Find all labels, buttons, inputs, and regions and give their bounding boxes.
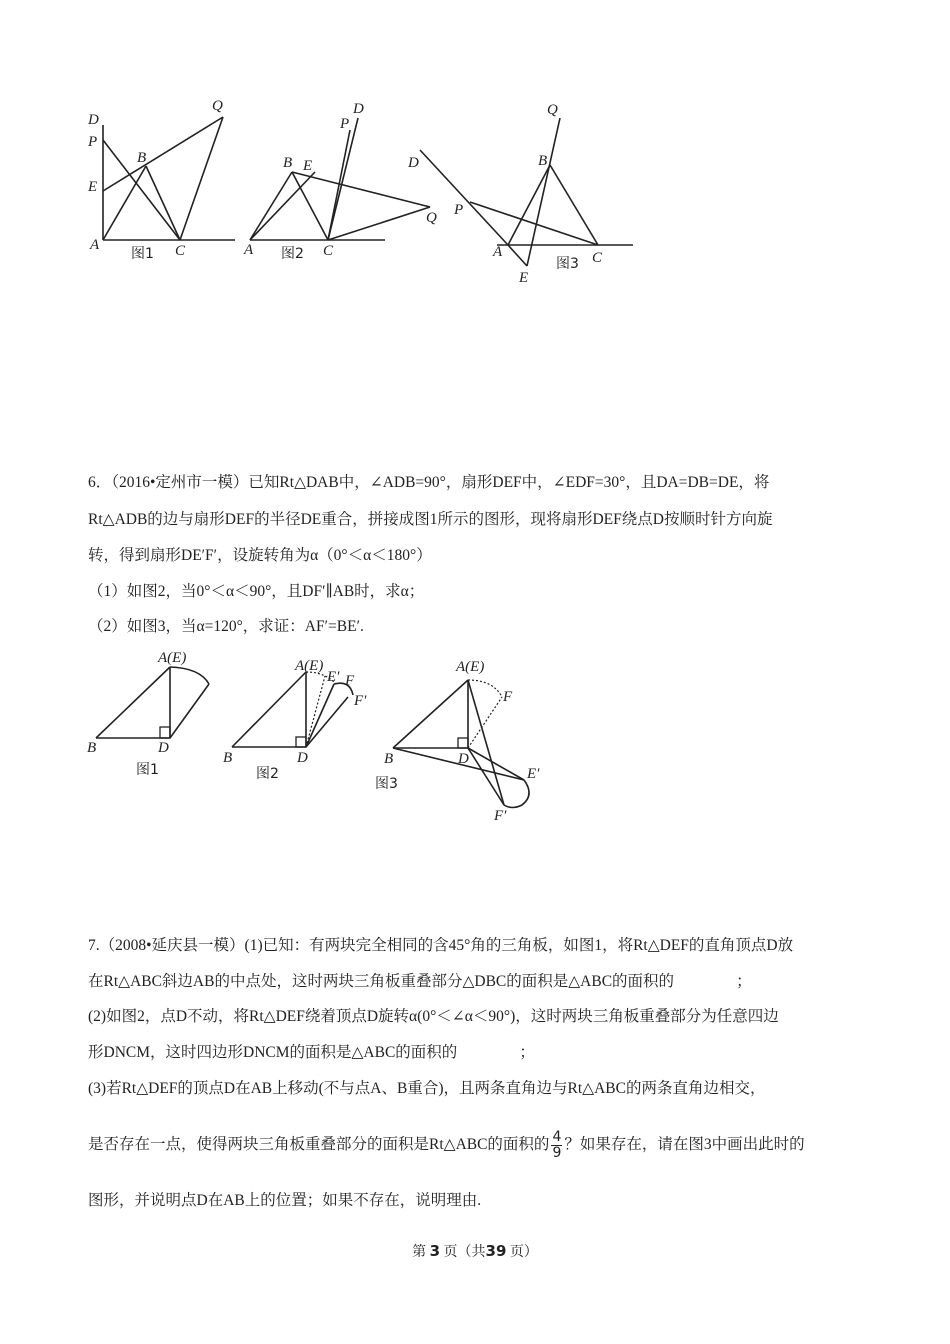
q6-fig2-label-E2: E′ bbox=[327, 669, 340, 685]
fig1-label-P: P bbox=[88, 134, 98, 150]
q6-fig3-label-F2: F′ bbox=[494, 808, 507, 824]
fig1-label-Q: Q bbox=[212, 98, 223, 114]
page-footer bbox=[0, 1241, 950, 1261]
footer-middle: 页（共 bbox=[443, 1245, 486, 1260]
fig2-caption: 图2 bbox=[281, 246, 304, 262]
footer-page-number: 3 bbox=[429, 1242, 441, 1260]
q6-fig3-label-AE: A(E) bbox=[456, 659, 485, 675]
q7-line-6 bbox=[88, 1130, 888, 1161]
fig3-label-E: E bbox=[519, 270, 529, 286]
q7-line-4 bbox=[88, 1042, 888, 1064]
q7-line-1: 7.（2008•延庆县一模）(1)已知：有两块完全相同的含45°角的三角板，如图1，将Rt△DEF的直角顶点D放 bbox=[88, 937, 794, 954]
q7-line-4-end: ； bbox=[519, 1044, 535, 1061]
q6-line-1: 6．（2016•定州市一模）已知Rt△DAB中，∠ADB=90°，扇形DEF中，∠EDF=30°，且DA=DB=DE，将 bbox=[88, 474, 770, 491]
fig3-label-B: B bbox=[538, 153, 548, 169]
q6-figure-3 bbox=[370, 650, 560, 825]
q6-fig2-label-B: B bbox=[223, 750, 233, 766]
q7-line-4-text: 形DNCM，这时四边形DNCM的面积是△ABC的面积的 bbox=[88, 1044, 458, 1061]
fraction-denominator: 9 bbox=[552, 1145, 562, 1161]
fig1-label-E: E bbox=[88, 179, 98, 195]
fig1-label-D: D bbox=[88, 112, 99, 128]
q6-fig1-label-D: D bbox=[158, 740, 169, 756]
q6-fig1-label-AE: A(E) bbox=[158, 650, 187, 666]
q7-line-5: (3)若Rt△DEF的顶点D在AB上移动(不与点A、B重合)，且两条直角边与Rt△ABC的两条直角边相交， bbox=[88, 1080, 766, 1097]
fig3-caption: 图3 bbox=[556, 256, 579, 272]
q6-part-2: （2）如图3，当α=120°，求证：AF′=BE′. bbox=[88, 618, 364, 635]
q6-part-1: （1）如图2，当0°＜α＜90°，且DF′∥AB时，求α； bbox=[88, 583, 425, 600]
fig2-label-P: P bbox=[340, 116, 350, 132]
fig2-label-C: C bbox=[323, 243, 334, 259]
q6-line-2: Rt△ADB的边与扇形DEF的半径DE重合，拼接成图1所示的图形，现将扇形DEF绕点D按顺时针方向旋 bbox=[88, 511, 773, 528]
fig2-label-D: D bbox=[353, 101, 364, 117]
four-ninths-fraction bbox=[551, 1130, 562, 1161]
q6-figure-2 bbox=[215, 650, 385, 785]
q6-figure-1 bbox=[80, 645, 220, 785]
q5-figure-1 bbox=[80, 95, 250, 265]
q6-fig3-label-B: B bbox=[384, 751, 394, 767]
fig2-label-A: A bbox=[244, 242, 254, 258]
fig3-label-C: C bbox=[592, 250, 603, 266]
footer-total-pages: 39 bbox=[485, 1242, 507, 1260]
q7-line-2-end: ； bbox=[736, 973, 752, 990]
q6-fig3-label-D: D bbox=[458, 751, 469, 767]
fig2-label-B: B bbox=[283, 155, 293, 171]
fig2-label-E: E bbox=[303, 158, 313, 174]
q6-fig2-label-F: F bbox=[345, 673, 355, 689]
q6-line-3: 转，得到扇形DE′F′，设旋转角为α（0°＜α＜180°） bbox=[88, 547, 432, 564]
fig1-label-B: B bbox=[137, 150, 147, 166]
fig3-label-A: A bbox=[493, 244, 503, 260]
footer-prefix: 第 bbox=[412, 1245, 427, 1260]
q7-line-2 bbox=[88, 971, 888, 993]
q6-fig3-caption: 图3 bbox=[375, 776, 398, 792]
fraction-numerator: 4 bbox=[552, 1129, 562, 1145]
q6-fig2-caption: 图2 bbox=[256, 766, 279, 782]
q6-fig3-label-F: F bbox=[503, 689, 513, 705]
q6-fig2-label-F2: F′ bbox=[354, 693, 367, 709]
fig1-label-A: A bbox=[90, 237, 100, 253]
q6-fig3-label-E2: E′ bbox=[527, 766, 540, 782]
q5-figure-3 bbox=[400, 95, 640, 290]
fig3-label-D: D bbox=[408, 155, 419, 171]
q7-line-7: 图形，并说明点D在AB上的位置；如果不存在，说明理由. bbox=[88, 1192, 482, 1209]
fig1-label-C: C bbox=[175, 243, 186, 259]
fig2-label-Q: Q bbox=[426, 210, 437, 226]
q6-fig1-label-B: B bbox=[87, 740, 97, 756]
q6-fig2-label-AE: A(E) bbox=[295, 658, 324, 674]
footer-suffix: 页） bbox=[509, 1245, 538, 1260]
q6-fig2-label-D: D bbox=[297, 750, 308, 766]
q6-fig1-caption: 图1 bbox=[136, 762, 159, 778]
fig1-caption: 图1 bbox=[131, 246, 154, 262]
fig3-label-Q: Q bbox=[547, 102, 558, 118]
q7-line-6-pre: 是否存在一点，使得两块三角板重叠部分的面积是Rt△ABC的面积的 bbox=[88, 1136, 550, 1154]
q7-line-2-text: 在Rt△ABC斜边AB的中点处，这时两块三角板重叠部分△DBC的面积是△ABC的面积的 bbox=[88, 973, 675, 990]
fig3-label-P: P bbox=[454, 202, 464, 218]
q7-line-3: (2)如图2，点D不动，将Rt△DEF绕着顶点D旋转α(0°＜∠α＜90°)，这时两块三角板重叠部分为任意四边 bbox=[88, 1008, 779, 1025]
q7-line-6-post: ？如果存在，请在图3中画出此时的 bbox=[564, 1136, 805, 1154]
